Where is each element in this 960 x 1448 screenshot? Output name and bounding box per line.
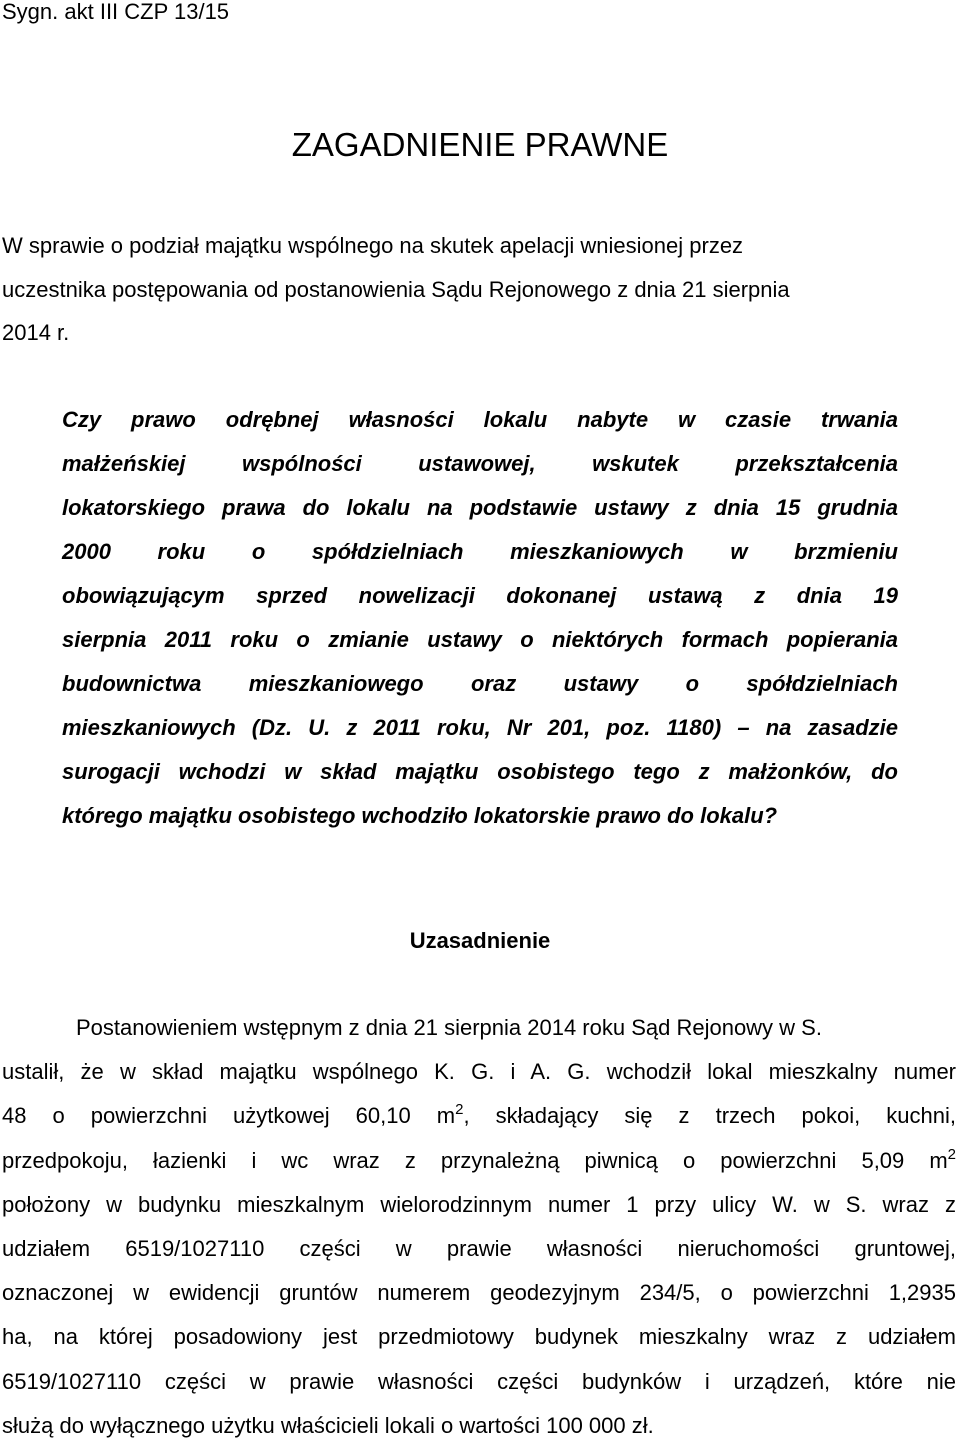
- line-text: przedpokoju, łazienki i wc wraz z przynależną piwnicą o powierzchni 5,09 m: [2, 1147, 948, 1173]
- intro-line: 2014 r.: [2, 320, 70, 345]
- justification-line: [2, 1139, 956, 1183]
- question-line: sierpnia 2011 roku o zmianie ustawy o niektórych formach popierania: [62, 627, 898, 652]
- question-line: surogacji wchodzi w skład majątku osobistego tego z małżonków, do: [62, 759, 898, 784]
- justification-line: oznaczonej w ewidencji gruntów numerem geodezyjnym 234/5, o powierzchni 1,2935: [2, 1280, 956, 1306]
- justification-line: położony w budynku mieszkalnym wielorodzinnym numer 1 przy ulicy W. w S. wraz z: [2, 1191, 956, 1217]
- justification-line: udziałem 6519/1027110 części w prawie własności nieruchomości gruntowej,: [2, 1236, 956, 1262]
- question-line: budownictwa mieszkaniowego oraz ustawy o spółdzielniach: [62, 671, 898, 696]
- justification-paragraph: [2, 1006, 956, 1448]
- intro-paragraph: [2, 224, 958, 355]
- document-title: ZAGADNIENIE PRAWNE: [291, 126, 669, 163]
- justification-line: Postanowieniem wstępnym z dnia 21 sierpnia 2014 roku Sąd Rejonowy w S.: [76, 1015, 822, 1040]
- question-line: lokatorskiego prawa do lokalu na podstawie ustawy z dnia 15 grudnia: [62, 495, 898, 520]
- intro-line: uczestnika postępowania od postanowienia Sądu Rejonowego z dnia 21 sierpnia: [2, 276, 790, 302]
- justification-line: służą do wyłącznego użytku właścicieli lokali o wartości 100 000 zł.: [2, 1412, 654, 1438]
- justification-heading: Uzasadnienie: [409, 928, 551, 953]
- justification-line: [2, 1094, 956, 1138]
- superscript-exponent: 2: [947, 1145, 956, 1163]
- question-line: mieszkaniowych (Dz. U. z 2011 roku, Nr 201, poz. 1180) – na zasadzie: [62, 715, 898, 740]
- line-text: , składający się z trzech pokoi, kuchni,: [463, 1103, 956, 1129]
- question-line: małżeńskiej wspólności ustawowej, wskutek przekształcenia: [62, 451, 898, 476]
- line-text: 48 o powierzchni użytkowej 60,10 m: [2, 1103, 456, 1129]
- justification-line: 6519/1027110 części w prawie własności części budynków i urządzeń, które nie: [2, 1368, 956, 1394]
- case-number: Sygn. akt III CZP 13/15: [2, 0, 230, 24]
- justification-line: ha, na której posadowiony jest przedmiotowy budynek mieszkalny wraz z udziałem: [2, 1324, 956, 1350]
- question-line: Czy prawo odrębnej własności lokalu nabyte w czasie trwania: [62, 407, 898, 432]
- intro-line: W sprawie o podział majątku wspólnego na skutek apelacji wniesionej przez: [2, 233, 744, 258]
- question-line: obowiązującym sprzed nowelizacji dokonanej ustawą z dnia 19: [62, 583, 898, 608]
- legal-question: [62, 398, 898, 838]
- justification-line: ustalił, że w skład majątku wspólnego K. G. i A. G. wchodził lokal mieszkalny numer: [2, 1059, 956, 1085]
- superscript-exponent: 2: [455, 1101, 464, 1119]
- question-line: 2000 roku o spółdzielniach mieszkaniowych w brzmieniu: [62, 539, 898, 564]
- question-line: którego majątku osobistego wchodziło lokatorskie prawo do lokalu?: [62, 803, 778, 828]
